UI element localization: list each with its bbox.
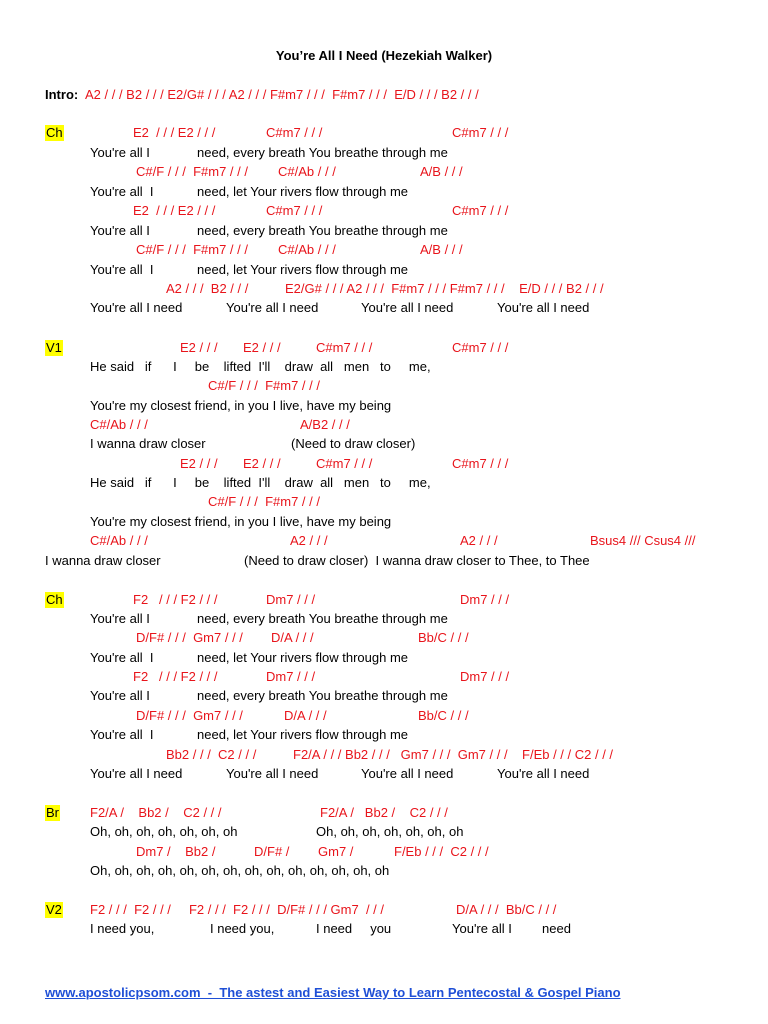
sheet-line bbox=[0, 494, 768, 514]
sheet-line bbox=[0, 844, 768, 864]
sheet-line bbox=[0, 650, 768, 670]
chord-text: C#m7 / / / bbox=[266, 203, 323, 218]
lyric-text: You're all I need bbox=[361, 300, 454, 315]
chord-text: Bsus4 /// Csus4 /// bbox=[590, 533, 696, 548]
chord-text: Gm7 / bbox=[318, 844, 354, 859]
sheet-line bbox=[0, 514, 768, 534]
lyric-text: You're all I bbox=[90, 650, 154, 665]
chord-text: Bb2 / / / C2 / / / bbox=[166, 747, 257, 762]
intro-chords: A2 / / / B2 / / / E2/G# / / / A2 / / / F#m7 / / / F#m7 / / / E/D / / / B2 / / / bbox=[85, 87, 479, 102]
sheet-line bbox=[0, 456, 768, 476]
chord-text: C#/Ab / / / bbox=[278, 242, 336, 257]
chord-text: Dm7 / / / bbox=[266, 592, 316, 607]
sheet-line bbox=[0, 164, 768, 184]
section-label: V2 bbox=[46, 902, 62, 917]
sheet-line bbox=[0, 727, 768, 747]
lyric-text: I wanna draw closer bbox=[90, 436, 206, 451]
chord-text: E2 / / / bbox=[243, 340, 281, 355]
lyric-text: You're all I need bbox=[361, 766, 454, 781]
section-label: Br bbox=[46, 805, 59, 820]
lyric-text: need, every breath You breathe through me bbox=[197, 223, 448, 238]
chord-text: Dm7 / / / bbox=[266, 669, 316, 684]
lyric-text: You're all I bbox=[90, 262, 154, 277]
intro-label: Intro: bbox=[45, 87, 79, 102]
lyric-text: Oh, oh, oh, oh, oh, oh, oh bbox=[90, 824, 238, 839]
chord-text: C#/Ab / / / bbox=[90, 533, 148, 548]
sheet-line bbox=[0, 669, 768, 689]
chord-text: Dm7 / / / bbox=[460, 592, 510, 607]
lyric-text: (Need to draw closer) I wanna draw closer to Thee, to Thee bbox=[244, 553, 590, 568]
lyric-text: You're all I bbox=[90, 184, 154, 199]
chord-text: A/B2 / / / bbox=[300, 417, 350, 432]
chord-text: C#/Ab / / / bbox=[90, 417, 148, 432]
sheet-line bbox=[0, 630, 768, 650]
chord-text: C#m7 / / / bbox=[452, 203, 509, 218]
chord-text: E2 / / / bbox=[180, 456, 218, 471]
song-title: You’re All I Need (Hezekiah Walker) bbox=[275, 48, 493, 63]
chord-text: Dm7 / Bb2 / bbox=[136, 844, 216, 859]
sheet-line bbox=[0, 281, 768, 301]
chord-text: C#m7 / / / bbox=[452, 456, 509, 471]
chord-text: F2/A / / / Bb2 / / / Gm7 / / / Gm7 / / / F/Eb / / / C2 / / / bbox=[293, 747, 614, 762]
chord-text: C#/F / / / F#m7 / / / bbox=[208, 494, 320, 509]
lyric-text: You're all I bbox=[90, 611, 150, 626]
chord-text: F2/A / Bb2 / C2 / / / bbox=[320, 805, 448, 820]
chord-text: C#/F / / / F#m7 / / / bbox=[208, 378, 320, 393]
chord-text: C#m7 / / / bbox=[452, 125, 509, 140]
chord-text: D/A / / / Bb/C / / / bbox=[456, 902, 557, 917]
lyric-text: You're all I need bbox=[226, 766, 319, 781]
sheet-line bbox=[0, 592, 768, 612]
footer-link[interactable]: www.apostolicpsom.com - The astest and Easiest Way to Learn Pentecostal & Gospel Piano bbox=[45, 985, 621, 1000]
sheet-line bbox=[0, 902, 768, 922]
lyric-text: You're all I need bbox=[497, 300, 590, 315]
chord-text: A/B / / / bbox=[420, 242, 463, 257]
chord-text: A/B / / / bbox=[420, 164, 463, 179]
chord-text: F2 / / / F2 / / / bbox=[133, 592, 218, 607]
lyric-text: You're all I bbox=[452, 921, 512, 936]
sheet-line bbox=[0, 203, 768, 223]
lyric-text: You're my closest friend, in you I live, have my being bbox=[90, 514, 392, 529]
lyric-text: Oh, oh, oh, oh, oh, oh, oh, oh, oh, oh, oh, oh, oh, oh bbox=[90, 863, 390, 878]
lyric-text: need, let Your rivers flow through me bbox=[197, 727, 409, 742]
lyric-text: I need you bbox=[316, 921, 392, 936]
lyric-text: You're all I bbox=[90, 223, 150, 238]
chord-text: Bb/C / / / bbox=[418, 630, 469, 645]
lyric-text: need, every breath You breathe through me bbox=[197, 611, 448, 626]
lyric-text: You're all I need bbox=[226, 300, 319, 315]
lyric-text: need, let Your rivers flow through me bbox=[197, 184, 409, 199]
chord-text: F2/A / Bb2 / C2 / / / bbox=[90, 805, 222, 820]
lyric-text: need, let Your rivers flow through me bbox=[197, 262, 409, 277]
lyric-text: I need you, bbox=[90, 921, 155, 936]
chord-text: Dm7 / / / bbox=[460, 669, 510, 684]
chord-text: D/A / / / bbox=[271, 630, 314, 645]
chord-text: F2 / / / F2 / / / F2 / / / F2 / / / D/F# / / / Gm7 / / / bbox=[90, 902, 385, 917]
chord-text: C#m7 / / / bbox=[452, 340, 509, 355]
chord-text: A2 / / / bbox=[460, 533, 498, 548]
sheet-line bbox=[0, 921, 768, 941]
lyric-text: You're all I bbox=[90, 727, 154, 742]
sheet-line bbox=[0, 533, 768, 553]
chord-text: E2 / / / bbox=[243, 456, 281, 471]
chord-text: F/Eb / / / C2 / / / bbox=[394, 844, 489, 859]
section-label: Ch bbox=[46, 125, 63, 140]
section-label: Ch bbox=[46, 592, 63, 607]
sheet-line bbox=[0, 359, 768, 379]
sheet-line bbox=[0, 262, 768, 282]
lyric-text: You're all I need bbox=[90, 300, 183, 315]
lyric-text: You're all I bbox=[90, 688, 150, 703]
chord-text: D/F# / / / Gm7 / / / bbox=[136, 630, 243, 645]
sheet-line bbox=[0, 145, 768, 165]
chord-text: C#/F / / / F#m7 / / / bbox=[136, 164, 248, 179]
chord-text: C#m7 / / / bbox=[316, 340, 373, 355]
sheet-line bbox=[0, 398, 768, 418]
lyric-text: I wanna draw closer bbox=[45, 553, 161, 568]
chord-text: D/F# / / / Gm7 / / / bbox=[136, 708, 243, 723]
chord-text: C#/F / / / F#m7 / / / bbox=[136, 242, 248, 257]
chord-text: A2 / / / B2 / / / bbox=[166, 281, 249, 296]
chord-text: C#/Ab / / / bbox=[278, 164, 336, 179]
chord-text: F2 / / / F2 / / / bbox=[133, 669, 218, 684]
chord-text: E2 / / / E2 / / / bbox=[133, 203, 216, 218]
chord-text: Bb/C / / / bbox=[418, 708, 469, 723]
sheet-line bbox=[0, 223, 768, 243]
chord-text: A2 / / / bbox=[290, 533, 328, 548]
lyric-text: I need you, bbox=[210, 921, 275, 936]
chord-text: E2 / / / E2 / / / bbox=[133, 125, 216, 140]
lyric-text: need, let Your rivers flow through me bbox=[197, 650, 409, 665]
lyric-text: You're my closest friend, in you I live, have my being bbox=[90, 398, 392, 413]
chord-text: E2 / / / bbox=[180, 340, 218, 355]
intro-line bbox=[0, 87, 768, 107]
chord-text: D/A / / / bbox=[284, 708, 327, 723]
sheet-line bbox=[0, 436, 768, 456]
lyric-text: need, every breath You breathe through me bbox=[197, 145, 448, 160]
sheet-line bbox=[0, 766, 768, 786]
sheet-line bbox=[0, 475, 768, 495]
chord-text: C#m7 / / / bbox=[316, 456, 373, 471]
sheet-line bbox=[0, 340, 768, 360]
sheet-line bbox=[0, 417, 768, 437]
sheet-line bbox=[0, 611, 768, 631]
sheet-line bbox=[0, 863, 768, 883]
section-label: V1 bbox=[46, 340, 62, 355]
chord-text: D/F# / bbox=[254, 844, 290, 859]
lyric-text: (Need to draw closer) bbox=[291, 436, 416, 451]
sheet-line bbox=[0, 242, 768, 262]
sheet-line bbox=[0, 805, 768, 825]
lyric-text: You're all I need bbox=[497, 766, 590, 781]
sheet-line bbox=[0, 708, 768, 728]
sheet-line bbox=[0, 688, 768, 708]
lyric-text: You're all I need bbox=[90, 766, 183, 781]
sheet-line bbox=[0, 125, 768, 145]
lyric-text: need, every breath You breathe through me bbox=[197, 688, 448, 703]
sheet-line bbox=[0, 300, 768, 320]
lyric-text: You're all I bbox=[90, 145, 150, 160]
lyric-text: He said if I be lifted I'll draw all men to me, bbox=[90, 359, 431, 374]
chord-text: E2/G# / / / A2 / / / F#m7 / / / F#m7 / / / E/D / / / B2 / / / bbox=[285, 281, 604, 296]
sheet-line bbox=[0, 824, 768, 844]
sheet-line bbox=[0, 747, 768, 767]
sheet-line bbox=[0, 553, 768, 573]
sheet-line bbox=[0, 378, 768, 398]
lyric-text: need bbox=[542, 921, 571, 936]
lyric-text: He said if I be lifted I'll draw all men to me, bbox=[90, 475, 431, 490]
lyric-text: Oh, oh, oh, oh, oh, oh, oh bbox=[316, 824, 464, 839]
chord-text: C#m7 / / / bbox=[266, 125, 323, 140]
sheet-line bbox=[0, 184, 768, 204]
